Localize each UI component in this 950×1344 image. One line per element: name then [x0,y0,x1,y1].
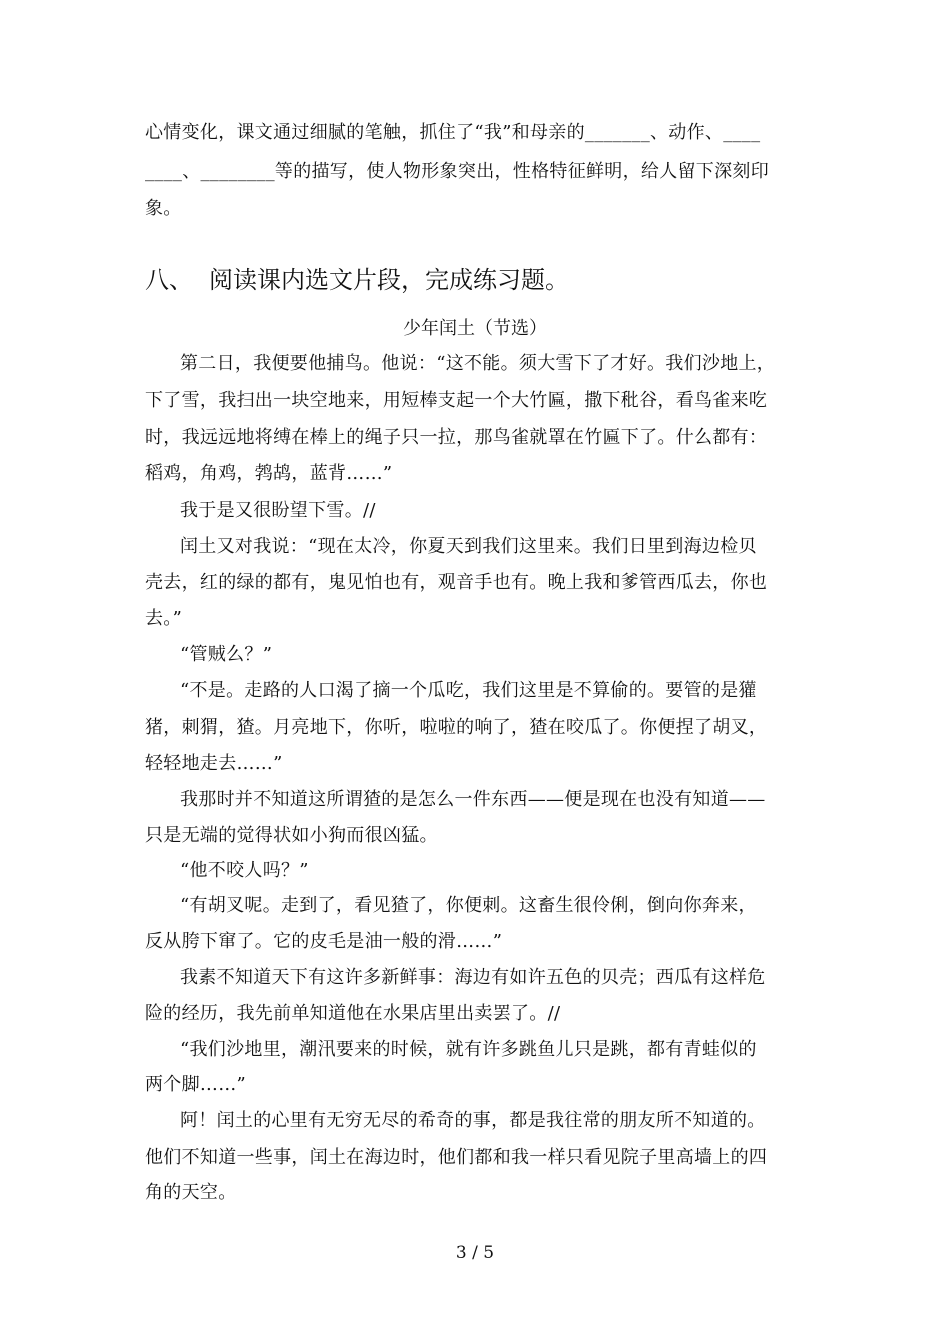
passage-line: 猪，刺猬，猹。月亮地下，你听，啦啦的响了，猹在咬瓜了。你便捏了胡叉， [145,717,768,738]
passage-line: 两个脚……” [145,1074,247,1095]
passage-line: 角的天空。 [145,1182,237,1203]
passage-line: 险的经历，我先前单知道他在水果店里出卖罢了。// [145,1003,561,1024]
passage-line: 去。” [145,608,183,629]
passage-line: “我们沙地里，潮汛要来的时候，就有许多跳鱼儿只是跳，都有青蛙似的 [180,1039,757,1060]
intro-line-2: ____、________等的描写，使人物形象突出，性格特征鲜明，给人留下深刻印 [145,161,769,182]
section-title-text: 阅读课内选文片段，完成练习题。 [209,266,569,294]
passage-line: 他们不知道一些事，闰土在海边时，他们都和我一样只看见院子里高墙上的四 [145,1147,768,1168]
passage-line: “他不咬人吗？” [180,860,309,881]
passage-line: 闰土又对我说：“现在太冷，你夏天到我们这里来。我们日里到海边检贝 [180,536,757,557]
passage-line: “有胡叉呢。走到了，看见猹了，你便刺。这畜生很伶俐，倒向你奔来， [180,895,757,916]
passage-line: 我那时并不知道这所谓猹的是怎么一件东西——便是现在也没有知道—— [180,789,766,810]
section-number: 八、 [145,266,193,294]
passage-line: “不是。走路的人口渴了摘一个瓜吃，我们这里是不算偷的。要管的是獾 [180,680,757,701]
passage-line: 反从胯下窜了。它的皮毛是油一般的滑……” [145,931,503,952]
section-heading [145,264,569,296]
passage-line: 只是无端的觉得状如小狗而很凶猛。 [145,825,438,846]
passage-line: 时，我远远地将缚在棒上的绳子只一拉，那鸟雀就罩在竹匾下了。什么都有： [145,427,768,448]
passage-line: 轻轻地走去……” [145,753,283,774]
passage-title: 少年闰土（节选） [403,318,547,339]
passage-line: 阿！闰土的心里有无穷无尽的希奇的事，都是我往常的朋友所不知道的。 [180,1110,766,1131]
page-number: 3 / 5 [455,1243,495,1263]
intro-line-1: 心情变化，课文通过细腻的笔触，抓住了“我”和母亲的_______、动作、____ [145,122,761,143]
passage-line: 下了雪，我扫出一块空地来，用短棒支起一个大竹匾，撒下秕谷，看鸟雀来吃 [145,390,768,411]
passage-line: 壳去，红的绿的都有，鬼见怕也有，观音手也有。晚上我和爹管西瓜去，你也 [145,572,768,593]
intro-line-3: 象。 [145,198,182,219]
passage-line: 稻鸡，角鸡，鹁鸪，蓝背……” [145,463,393,484]
passage-line: “管贼么？” [180,644,273,665]
passage-line: 我于是又很盼望下雪。// [180,500,376,521]
passage-line: 我素不知道天下有这许多新鲜事：海边有如许五色的贝壳；西瓜有这样危 [180,967,766,988]
passage-line: 第二日，我便要他捕鸟。他说：“这不能。须大雪下了才好。我们沙地上， [180,353,776,374]
